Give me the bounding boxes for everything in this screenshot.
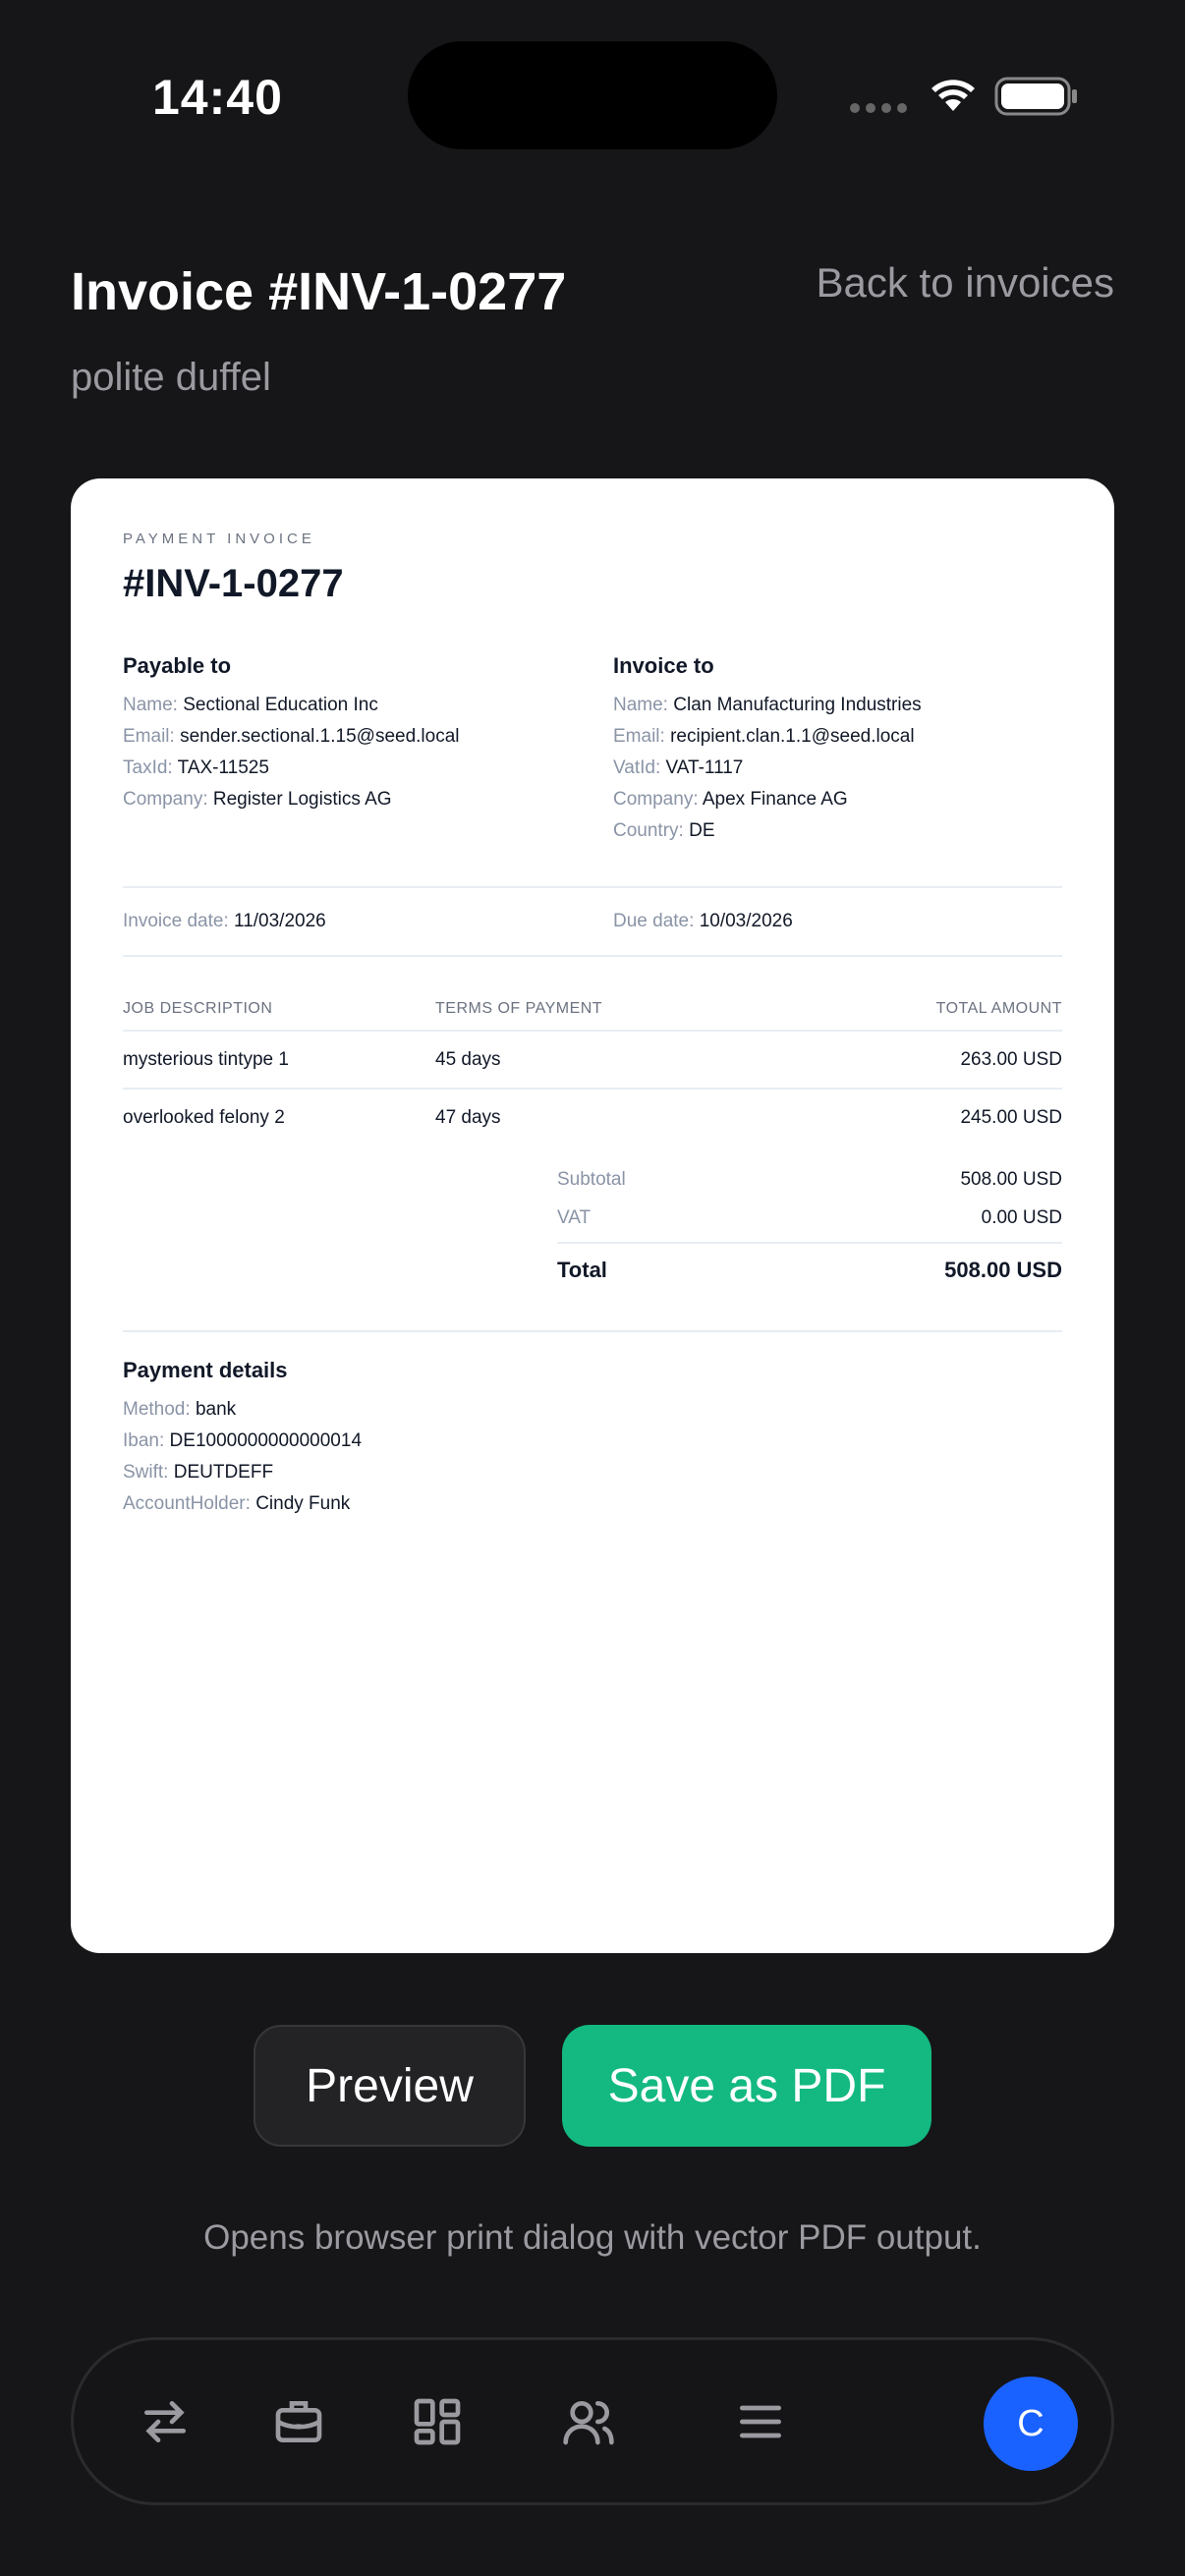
invoice-date-value: 11/03/2026 [234,911,326,931]
page-subtitle: polite duffel [71,356,271,399]
back-to-invoices-link[interactable]: Back to invoices [816,259,1114,306]
field-value: Clan Manufacturing Industries [673,695,922,715]
col-terms: TERMS OF PAYMENT [435,1000,603,1017]
field-row [123,1426,362,1457]
due-date [613,906,793,937]
wifi-icon [929,75,978,114]
field-value: DEUTDEFF [173,1462,274,1483]
total-value: 508.00 USD [944,1258,1062,1282]
preview-button[interactable]: Preview [254,2025,526,2147]
field-label: Email: [613,726,665,747]
divider [557,1242,1062,1244]
total-label: Total [557,1258,607,1282]
vat-value: 0.00 USD [981,1207,1062,1228]
field-label: Name: [123,695,178,715]
signal-icon [850,103,907,113]
field-row [613,753,743,784]
field-label: Iban: [123,1430,165,1451]
field-value: Sectional Education Inc [183,695,378,715]
dynamic-island [408,41,777,149]
field-row [613,784,848,815]
field-value: DE [689,820,715,841]
field-value: Cindy Funk [255,1493,351,1514]
divider [123,886,1062,888]
field-value: DE1000000000000014 [169,1430,363,1451]
due-date-value: 10/03/2026 [699,911,793,931]
field-label: TaxId: [123,757,173,778]
field-label: Company: [613,789,699,810]
field-label: Method: [123,1399,191,1420]
users-icon[interactable] [561,2394,616,2449]
briefcase-icon[interactable] [271,2394,326,2449]
bottom-nav [71,2337,1114,2505]
field-row [613,721,915,753]
row-1-terms: 45 days [435,1049,501,1070]
payable-to-heading: Payable to [123,653,232,678]
field-label: VatId: [613,757,661,778]
invoice-date-label: Invoice date: [123,911,229,931]
field-value: Apex Finance AG [702,789,848,810]
save-as-pdf-button[interactable]: Save as PDF [562,2025,931,2147]
invoice-number: #INV-1-0277 [123,562,344,605]
field-label: Name: [613,695,668,715]
field-label: Company: [123,789,208,810]
field-value: VAT-1117 [665,757,744,778]
invoice-preview-card [71,478,1114,1953]
field-row [613,690,922,721]
field-value: TAX-11525 [177,757,269,778]
pdf-hint: Opens browser print dialog with vector PDF output. [203,2218,982,2257]
vat-label: VAT [557,1207,592,1228]
status-time: 14:40 [152,70,283,125]
field-row [123,1457,273,1488]
payment-details-heading: Payment details [123,1358,288,1382]
col-total-amount: TOTAL AMOUNT [935,1000,1062,1017]
invoice-caption: PAYMENT INVOICE [123,531,315,547]
field-row [123,1488,350,1520]
due-date-label: Due date: [613,911,695,931]
page-title: Invoice #INV-1-0277 [71,262,567,321]
divider [123,1330,1062,1332]
divider [123,1030,1062,1032]
row-2-terms: 47 days [435,1107,501,1128]
col-job-description: JOB DESCRIPTION [123,1000,273,1017]
divider [123,1088,1062,1090]
field-row [123,753,269,784]
row-2-description: overlooked felony 2 [123,1107,285,1128]
user-avatar[interactable]: C [984,2377,1078,2471]
field-value: bank [195,1399,237,1420]
field-label: AccountHolder: [123,1493,251,1514]
field-value: recipient.clan.1.1@seed.local [670,726,915,747]
field-label: Swift: [123,1462,169,1483]
field-row [123,721,460,753]
field-value: sender.sectional.1.15@seed.local [180,726,460,747]
invoice-to-heading: Invoice to [613,653,714,678]
row-1-description: mysterious tintype 1 [123,1049,289,1070]
subtotal-value: 508.00 USD [960,1169,1062,1190]
field-row [123,1394,236,1426]
row-2-amount: 245.00 USD [960,1107,1062,1128]
field-value: Register Logistics AG [212,789,392,810]
transfer-icon[interactable] [138,2394,193,2449]
field-label: Country: [613,820,684,841]
field-label: Email: [123,726,175,747]
subtotal-label: Subtotal [557,1169,626,1190]
field-row [123,784,392,815]
dashboard-icon[interactable] [410,2394,465,2449]
field-row [123,690,378,721]
invoice-date [123,906,326,937]
menu-icon[interactable] [733,2394,788,2449]
field-row [613,815,715,847]
battery-icon [994,77,1079,116]
row-1-amount: 263.00 USD [960,1049,1062,1070]
divider [123,955,1062,957]
